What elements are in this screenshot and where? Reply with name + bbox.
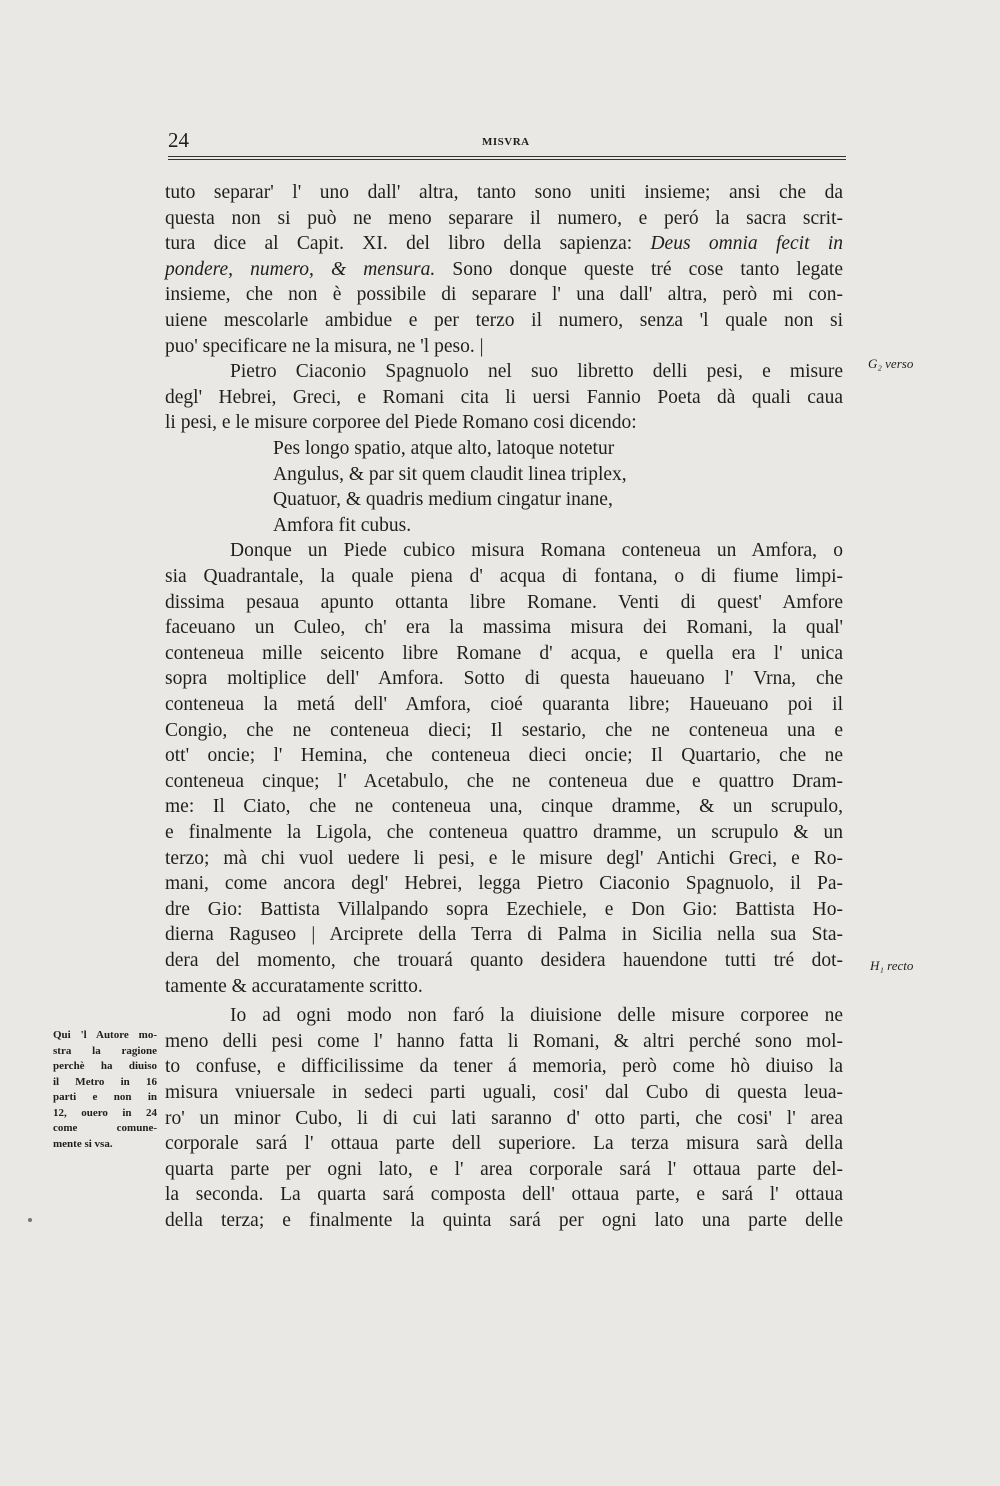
text-line: conteneua mille seicento libre Romane d' acqua, e quella era l' unica (165, 642, 843, 664)
text-line: tamente & accuratamente scritto. (165, 975, 423, 997)
margin-note-line: come comune- (53, 1122, 157, 1134)
running-title: MISVRA (482, 136, 530, 148)
paper-speck (28, 1218, 32, 1222)
margin-note-line: stra la ragione (53, 1044, 157, 1057)
text-line: la seconda. La quarta sará composta dell' ottaua parte, e sará l' ottaua (165, 1184, 843, 1206)
margin-note-signature: H₁ recto (870, 958, 914, 973)
text-line: mani, come ancora degl' Hebrei, legga Pietro Ciaconio Spagnuolo, il Pa- (165, 873, 843, 895)
text-line: Amfora fit cubus. (273, 514, 412, 536)
text-line: dera del momento, che trouará quanto desidera hauendone tutti tré dot- (165, 950, 843, 971)
text-line: Quatuor, & quadris medium cingatur inane, (273, 489, 613, 511)
text-line: della terza; e finalmente la quinta sará per ogni lato una parte delle (165, 1210, 843, 1231)
text-line: to confuse, e difficilissime da tener á memoria, però come hò diuiso la (165, 1056, 843, 1078)
text-line: tuto separar' l' uno dall' altra, tanto sono uniti insieme; ansi che da (165, 182, 843, 203)
text-line: quarta parte per ogni lato, e l' area corporale sará l' ottaua parte del- (165, 1158, 843, 1180)
text-line: faceuano un Culeo, ch' era la massima misura dei Romani, la qual' (165, 617, 843, 639)
text-line: Angulus, & par sit quem claudit linea triplex, (273, 463, 627, 485)
margin-note-line: mente si vsa. (53, 1137, 113, 1150)
margin-note-left (53, 1028, 157, 1152)
text-line: dre Gio: Battista Villalpando sopra Ezechiele, e Don Gio: Battista Ho- (165, 898, 843, 920)
text-line: li pesi, e le misure corporee del Piede Romano cosi dicendo: (165, 412, 637, 434)
margin-note-line: il Metro in 16 (53, 1075, 157, 1088)
text-line: misura vniuersale in sedeci parti uguali, cosi' dal Cubo di questa leua- (165, 1082, 843, 1103)
text-line: conteneua la metá dell' Amfora, cioé quaranta libre; Haueuano poi il (165, 694, 843, 715)
text-line: sia Quadrantale, la quale piena d' acqua di fontana, o di fiume limpi- (165, 566, 843, 587)
margin-note-signature: G₂ verso (868, 356, 914, 371)
text-line: sopra moltiplice dell' Amfora. Sotto di questa haueuano l' Vrna, che (165, 668, 843, 690)
margin-note-line: parti e non in (53, 1091, 157, 1103)
text-line: Pes longo spatio, atque alto, latoque notetur (273, 438, 615, 459)
text-line: e finalmente la Ligola, che conteneua quattro dramme, un scrupulo & un (165, 822, 843, 843)
text-line: insieme, che non è possibile di separare l' una dall' altra, però mi con- (165, 284, 843, 306)
text-line: uiene mescolarle ambidue e per terzo il numero, senza 'l quale non si (165, 310, 843, 331)
text-line: ott' oncie; l' Hemina, che conteneua dieci oncie; Il Quartario, che ne (165, 745, 843, 767)
header-rule (168, 159, 846, 160)
text-line: ro' un minor Cubo, li di cui lati saranno d' otto parti, che cosi' l' area (165, 1107, 843, 1129)
text-line: corporale sará l' ottaua parte dell superiore. La terza misura sarà della (165, 1133, 843, 1155)
text-line: meno delli pesi come l' hanno fatta li Romani, & altri perché sono mol- (165, 1030, 843, 1052)
page-number: 24 (168, 128, 189, 152)
margin-note-line: Qui 'l Autore mo- (53, 1029, 157, 1041)
text-line: terzo; mà chi vuol uedere li pesi, e le misure degl' Antichi Greci, e Ro- (165, 847, 843, 869)
header-rule (168, 156, 846, 157)
text-line: Pietro Ciaconio Spagnuolo nel suo libretto delli pesi, e misure (230, 361, 843, 383)
text-line: pondere, numero, & mensura. Sono donque queste tré cose tanto legate (165, 258, 843, 280)
text-line: puo' specificare ne la misura, ne 'l peso. | (165, 335, 484, 357)
text-line: Donque un Piede cubico misura Romana conteneua un Amfora, o (230, 540, 843, 562)
text-line: Io ad ogni modo non faró la diuisione delle misure corporee ne (230, 1005, 843, 1027)
text-line: dissima pesaua apunto ottanta libre Romane. Venti di quest' Amfore (165, 591, 843, 613)
text-line: conteneua cinque; l' Acetabulo, che ne conteneua due e quattro Dram- (165, 770, 843, 792)
margin-note-line: 12, ouero in 24 (53, 1106, 157, 1119)
text-line: dierna Raguseo | Arciprete della Terra di Palma in Sicilia nella sua Sta- (165, 924, 843, 946)
margin-note-line: perchè ha diuiso (53, 1060, 157, 1072)
text-line: questa non si può ne meno separare il numero, e peró la sacra scrit- (165, 207, 843, 229)
text-line: Congio, che ne conteneua dieci; Il sestario, che ne conteneua una e (165, 719, 843, 741)
text-line: degl' Hebrei, Greci, e Romani cita li uersi Fannio Poeta dà quali caua (165, 386, 843, 408)
text-line: me: Il Ciato, che ne conteneua una, cinque dramme, & un scrupulo, (165, 796, 843, 818)
text-line: tura dice al Capit. XI. del libro della sapienza: Deus omnia fecit in (165, 233, 844, 255)
